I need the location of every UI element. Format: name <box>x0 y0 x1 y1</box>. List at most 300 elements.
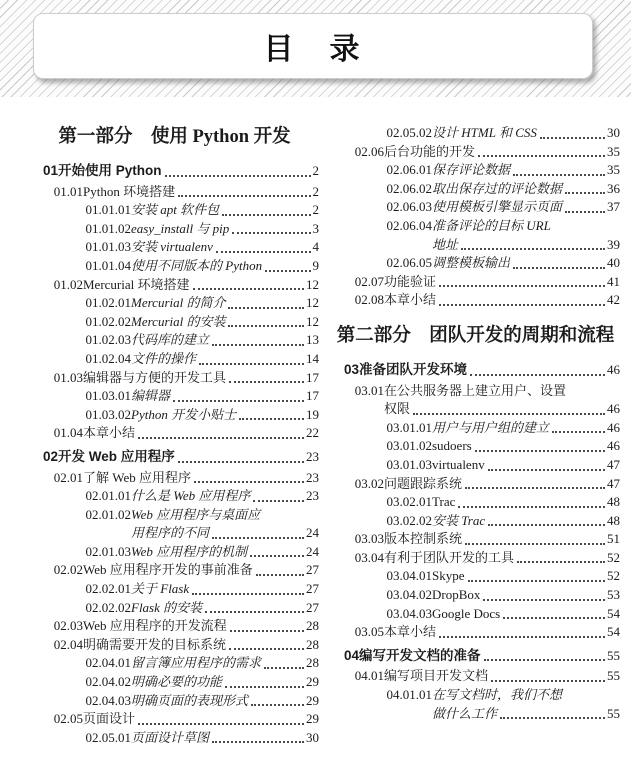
entry-title: 文件的操作 <box>131 350 197 366</box>
entry-title: Web 应用程序的机制 <box>131 543 248 559</box>
dot-leader <box>565 198 605 213</box>
dot-leader <box>484 647 606 662</box>
toc-entry <box>30 424 319 443</box>
entry-title: 关于 Flask <box>131 581 190 597</box>
entry-title: Trac <box>432 494 456 510</box>
entry-line <box>131 201 319 220</box>
entry-number: 01.01.02 <box>85 220 131 236</box>
entry-body <box>432 198 620 217</box>
page-number: 48 <box>607 494 620 510</box>
toc-entry <box>331 686 620 723</box>
entry-line <box>432 419 620 438</box>
entry-line <box>432 161 620 180</box>
toc-entry <box>30 294 319 313</box>
entry-title: 页面设计草图 <box>131 729 210 745</box>
page-number: 48 <box>607 512 620 528</box>
entry-body <box>131 692 319 711</box>
page-number: 29 <box>306 674 319 690</box>
toc-entry <box>30 313 319 332</box>
entry-line <box>131 524 319 543</box>
entry-body <box>131 387 319 406</box>
toc-entry <box>30 276 319 295</box>
page-number: 17 <box>306 388 319 404</box>
part-heading: 第一部分 使用 Python 开发 <box>58 127 291 147</box>
entry-number: 03.01 <box>354 382 384 398</box>
entry-title: 留言簿应用程序的需求 <box>131 655 262 671</box>
toc-entry <box>30 729 319 748</box>
entry-number: 01.02.04 <box>85 350 131 366</box>
entry-number: 01.04 <box>53 425 83 441</box>
dot-leader <box>458 493 605 508</box>
dot-leader <box>229 369 304 384</box>
entry-body <box>384 273 620 292</box>
entry-line <box>432 686 620 705</box>
entry-line <box>359 361 620 380</box>
toc-entry <box>30 448 319 467</box>
entry-title-continuation: 地址 <box>432 236 459 252</box>
entry-title: Python 环境搭建 <box>83 183 176 199</box>
toc-entry <box>331 382 620 419</box>
entry-title: 设计 HTML 和 CSS <box>432 125 537 140</box>
entry-line <box>131 599 319 618</box>
entry-line <box>131 257 319 276</box>
page-number: 12 <box>306 295 319 311</box>
entry-title: Web 应用程序开发的事前准备 <box>83 562 253 578</box>
entry-line <box>432 605 620 624</box>
dot-leader <box>138 710 304 725</box>
entry-title: Mercurial 的安装 <box>131 313 226 329</box>
entry-number: 03.01.01 <box>386 419 432 435</box>
entry-number: 02.01.02 <box>85 506 131 522</box>
entry-number: 02.03 <box>53 618 83 634</box>
entry-line <box>131 543 319 562</box>
entry-title: 本章小结 <box>384 624 437 640</box>
toc-entry <box>30 162 319 181</box>
page-number: 28 <box>306 636 319 652</box>
page-number: 27 <box>306 581 319 597</box>
toc-entry <box>30 673 319 692</box>
entry-number: 01.03.01 <box>85 388 131 404</box>
entry-number: 02.04.02 <box>85 674 131 690</box>
dot-leader <box>229 636 304 651</box>
entry-body <box>384 623 620 642</box>
entry-title: 什么是 Web 应用程序 <box>131 488 251 504</box>
toc-entry <box>30 710 319 729</box>
entry-title: 在写文档时，我们不想 <box>432 687 563 703</box>
entry-title: 问题跟踪系统 <box>384 475 463 491</box>
entry-number: 03.03 <box>354 531 384 547</box>
dot-leader <box>212 331 304 346</box>
entry-number: 02.02.01 <box>85 581 131 597</box>
dot-leader <box>228 294 304 309</box>
entry-title: 安装 virtualenv <box>131 239 213 255</box>
page-number: 35 <box>607 143 620 159</box>
entry-line <box>83 561 319 580</box>
entry-body <box>83 561 319 580</box>
toc-entry <box>331 161 620 180</box>
toc-entry <box>331 549 620 568</box>
page-number: 36 <box>607 180 620 196</box>
entry-title: 用户与用户组的建立 <box>432 419 550 435</box>
toc-entry <box>331 493 620 512</box>
dot-leader <box>552 419 605 434</box>
entry-title: 明确必要的功能 <box>131 674 223 690</box>
entry-body <box>131 580 319 599</box>
page-number: 27 <box>306 562 319 578</box>
entry-line <box>83 617 319 636</box>
entry-line <box>131 506 319 525</box>
entry-number: 02.05.02 <box>386 125 432 140</box>
entry-title-continuation: 用程序的不同 <box>131 525 210 541</box>
page-number: 24 <box>306 525 319 541</box>
entry-body <box>432 586 620 605</box>
entry-body <box>384 382 620 419</box>
toc-entry <box>331 647 620 666</box>
entry-line <box>131 673 319 692</box>
entry-title: 准备评论的目标 URL <box>432 217 551 233</box>
entry-title: 编辑器与方便的开发工具 <box>83 369 227 385</box>
entry-title: Flask 的安装 <box>131 599 203 615</box>
dot-leader <box>178 448 304 463</box>
entry-body <box>432 217 620 254</box>
dot-leader <box>205 599 304 614</box>
page-number: 52 <box>607 568 620 584</box>
toc-entry <box>331 605 620 624</box>
entry-line <box>432 254 620 273</box>
toc-entry <box>331 180 620 199</box>
entry-body <box>131 201 319 220</box>
entry-body <box>384 667 620 686</box>
entry-line <box>432 512 620 531</box>
entry-body <box>432 419 620 438</box>
entry-number: 01.02 <box>53 276 83 292</box>
entry-body <box>384 530 620 549</box>
dot-leader <box>173 387 304 402</box>
dot-leader <box>491 667 605 682</box>
dot-leader <box>256 561 304 576</box>
dot-leader <box>228 313 304 328</box>
entry-line <box>131 406 319 425</box>
dot-leader <box>413 400 605 415</box>
entry-body <box>83 710 319 729</box>
page-number: 29 <box>306 711 319 727</box>
dot-leader <box>513 254 605 269</box>
toc-entry <box>30 561 319 580</box>
entry-title: 准备团队开发环境 <box>359 361 467 377</box>
entry-body <box>131 599 319 618</box>
entry-body <box>131 257 319 276</box>
entry-body <box>131 654 319 673</box>
entry-line <box>83 469 319 488</box>
dot-leader <box>265 257 310 272</box>
entry-number: 02.06 <box>354 143 384 159</box>
toc-entry <box>331 291 620 310</box>
entry-number: 02.05 <box>53 711 83 727</box>
page-number: 30 <box>607 125 620 140</box>
entry-line <box>384 667 620 686</box>
page-number: 47 <box>607 475 620 491</box>
entry-body <box>131 294 319 313</box>
entry-line <box>384 382 620 401</box>
toc-entry <box>331 623 620 642</box>
entry-number: 01.01.04 <box>85 257 131 273</box>
entry-number: 02.06.01 <box>386 162 432 178</box>
entry-body <box>432 161 620 180</box>
toc-entry <box>331 273 620 292</box>
entry-number: 03.02.02 <box>386 512 432 528</box>
entry-line <box>384 143 620 162</box>
page-number: 9 <box>312 257 319 273</box>
entry-number: 03.01.02 <box>386 438 432 454</box>
entry-body <box>58 162 319 181</box>
page-number: 2 <box>312 163 319 178</box>
entry-number: 03.02.01 <box>386 494 432 510</box>
entry-line <box>384 530 620 549</box>
toc-entry <box>331 124 620 143</box>
entry-title: Web 应用程序与桌面应 <box>131 506 261 522</box>
entry-body <box>359 647 620 666</box>
entry-body <box>432 124 620 143</box>
dot-leader <box>513 161 605 176</box>
page-number: 28 <box>306 655 319 671</box>
page-number: 23 <box>306 448 319 464</box>
entry-line <box>131 294 319 313</box>
toc-entry <box>30 487 319 506</box>
entry-number: 04.01 <box>354 668 384 684</box>
dot-leader <box>138 424 304 439</box>
entry-line <box>131 692 319 711</box>
dot-leader <box>465 475 605 490</box>
toc-entry <box>331 456 620 475</box>
entry-number: 03.05 <box>354 624 384 640</box>
entry-line <box>83 636 319 655</box>
entry-body <box>432 605 620 624</box>
entry-number: 02.02.02 <box>85 599 131 615</box>
page-number: 24 <box>306 543 319 559</box>
dot-leader <box>253 487 304 502</box>
entry-title: 编写项目开发文档 <box>384 668 489 684</box>
entry-line <box>131 220 319 239</box>
page-number: 46 <box>607 401 620 417</box>
entry-body <box>432 567 620 586</box>
entry-body <box>131 487 319 506</box>
entry-title: 功能验证 <box>384 273 437 289</box>
page-number: 53 <box>607 587 620 603</box>
toc-entry <box>30 257 319 276</box>
entry-line <box>432 198 620 217</box>
entry-title: 了解 Web 应用程序 <box>83 469 191 485</box>
entry-line <box>83 276 319 295</box>
dot-leader <box>165 162 311 177</box>
entry-title: 使用不同版本的 Python <box>131 257 263 273</box>
part-heading: 第二部分 团队开发的周期和流程 <box>336 325 615 346</box>
entry-number: 03.04.03 <box>386 605 432 621</box>
entry-body <box>83 276 319 295</box>
entry-number: 03.04 <box>354 549 384 565</box>
toc-entry <box>30 406 319 425</box>
toc-entry <box>30 331 319 350</box>
toc-entry <box>30 654 319 673</box>
entry-title: 有利于团队开发的工具 <box>384 549 515 565</box>
page-number: 51 <box>607 531 620 547</box>
dot-leader <box>439 291 605 306</box>
entry-body <box>384 475 620 494</box>
entry-line <box>131 313 319 332</box>
entry-title-continuation: 做什么工作 <box>432 705 498 721</box>
toc-entry <box>331 667 620 686</box>
entry-line <box>384 549 620 568</box>
entry-body <box>432 456 620 475</box>
entry-title: 明确页面的表现形式 <box>131 692 249 708</box>
entry-body <box>131 673 319 692</box>
entry-number: 01.03.02 <box>85 406 131 422</box>
entry-body <box>131 331 319 350</box>
entry-body <box>432 180 620 199</box>
entry-body <box>131 238 319 257</box>
entry-number: 02 <box>42 448 58 464</box>
dot-leader <box>540 124 605 139</box>
toc-entry <box>30 469 319 488</box>
dot-leader <box>193 276 304 291</box>
entry-title: Python 开发小贴士 <box>131 406 237 422</box>
page-number: 39 <box>607 236 620 252</box>
entry-line <box>83 369 319 388</box>
toc-entry <box>30 599 319 618</box>
page-number: 52 <box>607 549 620 565</box>
entry-title: Mercurial 的简介 <box>131 295 226 311</box>
page-number: 29 <box>306 692 319 708</box>
entry-number: 02.01.01 <box>85 488 131 504</box>
toc-entry <box>30 220 319 239</box>
entry-number: 01.01.03 <box>85 239 131 255</box>
entry-body <box>131 313 319 332</box>
entry-title: 代码库的建立 <box>131 332 210 348</box>
dot-leader <box>192 580 304 595</box>
entry-body <box>83 424 319 443</box>
dot-leader <box>230 617 304 632</box>
entry-title: 页面设计 <box>83 711 136 727</box>
entry-title: 在公共服务器上建立用户、设置 <box>384 382 567 398</box>
page-number: 55 <box>607 647 620 663</box>
dot-leader <box>264 654 304 669</box>
entry-number: 02.06.04 <box>386 217 432 233</box>
entry-title: 使用模板引擎显示页面 <box>432 199 563 215</box>
entry-line <box>384 400 620 419</box>
dot-leader <box>465 530 605 545</box>
entry-line <box>131 238 319 257</box>
entry-title: 本章小结 <box>384 292 437 308</box>
entry-title: 编辑器 <box>131 388 171 404</box>
page-number: 55 <box>607 668 620 684</box>
toc-entry <box>30 369 319 388</box>
entry-number: 01.03 <box>53 369 83 385</box>
entry-number: 02.06.02 <box>386 180 432 196</box>
dot-leader <box>461 236 605 251</box>
dot-leader <box>475 437 605 452</box>
entry-line <box>432 493 620 512</box>
entry-line <box>83 710 319 729</box>
page-number: 42 <box>607 292 620 308</box>
entry-body <box>131 350 319 369</box>
entry-number: 04 <box>343 647 359 663</box>
entry-number: 02.02 <box>53 562 83 578</box>
entry-title: 保存评论数据 <box>432 162 511 178</box>
dot-leader <box>500 705 605 720</box>
page-number: 12 <box>306 276 319 292</box>
page-number: 2 <box>312 202 319 218</box>
entry-line <box>83 424 319 443</box>
entry-number: 01.01 <box>53 183 83 199</box>
toc-entry <box>331 419 620 438</box>
dot-leader <box>239 406 304 421</box>
page-number: 14 <box>306 350 319 366</box>
dot-leader <box>212 524 304 539</box>
entry-number: 01.01.01 <box>85 202 131 218</box>
entry-line <box>131 331 319 350</box>
toc-columns <box>0 97 631 747</box>
toc-entry <box>30 506 319 543</box>
toc-entry <box>30 350 319 369</box>
entry-number: 02.04 <box>53 636 83 652</box>
entry-number: 02.06.03 <box>386 199 432 215</box>
page-number: 17 <box>306 369 319 385</box>
entry-title: 本章小结 <box>83 425 136 441</box>
entry-line <box>131 729 319 748</box>
entry-title: 安装 apt 软件包 <box>131 202 220 218</box>
toc-entry <box>30 387 319 406</box>
entry-title: 调整模板输出 <box>432 255 511 271</box>
dot-leader <box>178 183 310 198</box>
dot-leader <box>478 143 605 158</box>
toc-entry <box>30 617 319 636</box>
toc-entry <box>30 636 319 655</box>
page-number: 22 <box>306 425 319 441</box>
entry-line <box>432 217 620 236</box>
entry-body <box>359 361 620 380</box>
entry-number: 02.04.03 <box>85 692 131 708</box>
entry-body <box>384 549 620 568</box>
entry-title: easy_install 与 pip <box>131 220 230 236</box>
hatched-header-band <box>0 0 631 97</box>
entry-number: 01 <box>42 163 58 178</box>
page-number: 35 <box>607 162 620 178</box>
page-number: 46 <box>607 361 620 377</box>
page-number: 47 <box>607 456 620 472</box>
entry-body <box>384 143 620 162</box>
toc-entry <box>30 692 319 711</box>
entry-title: 后台功能的开发 <box>384 143 476 159</box>
page-number: 41 <box>607 273 620 289</box>
dot-leader <box>222 201 310 216</box>
page-number: 28 <box>306 618 319 634</box>
page-number: 12 <box>306 313 319 329</box>
dot-leader <box>232 220 310 235</box>
entry-number: 02.01 <box>53 469 83 485</box>
entry-line <box>384 291 620 310</box>
entry-title: 版本控制系统 <box>384 531 463 547</box>
entry-line <box>432 124 620 143</box>
title-box <box>33 13 593 79</box>
toc-entry <box>30 238 319 257</box>
dot-leader <box>439 273 605 288</box>
page-number: 3 <box>312 220 319 236</box>
entry-number: 03.04.01 <box>386 568 432 584</box>
entry-body <box>384 291 620 310</box>
toc-entry <box>331 586 620 605</box>
entry-line <box>432 180 620 199</box>
dot-leader <box>488 456 605 471</box>
entry-number: 03.02 <box>354 475 384 491</box>
